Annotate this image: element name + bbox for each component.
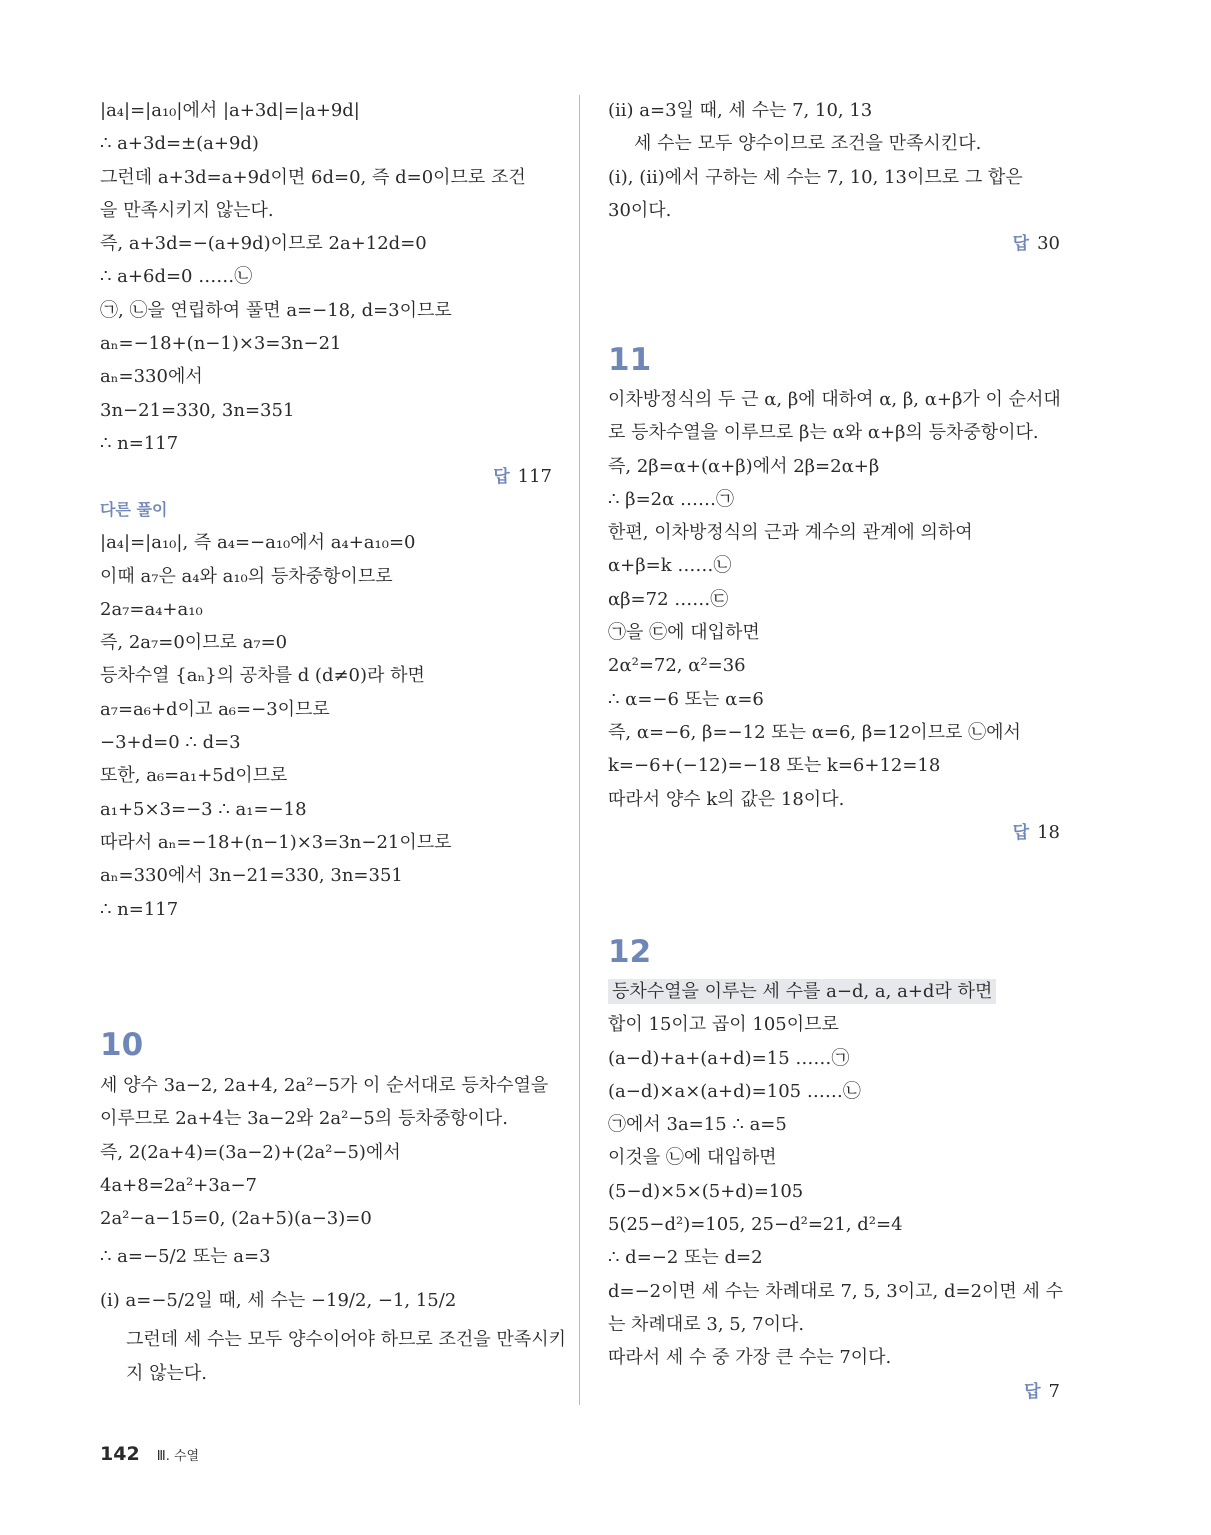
solution-line-text: ㉠에서 3a=15 ∴ a=5	[608, 1114, 787, 1136]
solution-lines	[608, 975, 1064, 1375]
solution-line	[100, 360, 552, 393]
solution-line	[100, 893, 552, 926]
solution-line	[608, 516, 1060, 549]
solution-line	[100, 560, 552, 593]
solution-line-text: ∴ d=−2 또는 d=2	[608, 1247, 763, 1269]
solution-line-text: |a₄|=|a₁₀|에서 |a+3d|=|a+9d|	[100, 100, 360, 121]
solution-line	[608, 416, 1060, 449]
solution-line	[608, 483, 1060, 516]
solution-line	[608, 1108, 1060, 1141]
solution-line	[100, 593, 552, 626]
solution-line	[100, 427, 552, 460]
solution-line	[608, 683, 1060, 716]
problem-10	[100, 1025, 566, 1390]
problem-12	[608, 932, 1064, 1408]
answer-label: 답	[1012, 234, 1030, 255]
column-divider	[579, 95, 580, 1405]
solution-line	[100, 327, 552, 360]
solution-line	[608, 1275, 1064, 1308]
solution-line-text: −3+d=0 ∴ d=3	[100, 732, 241, 754]
solution-line-text: (i) a=−5/2일 때, 세 수는 −19/2, −1, 15/2	[100, 1290, 457, 1312]
solution-lines	[100, 1069, 566, 1390]
solution-line-text: 세 양수 3a−2, 2a+4, 2a²−5가 이 순서대로 등차수열을	[100, 1075, 549, 1096]
solution-line	[100, 1235, 552, 1279]
solution-line-text: (ii) a=3일 때, 세 수는 7, 10, 13	[608, 100, 873, 121]
solution-line-text: 30이다.	[608, 199, 672, 221]
solution-line-text: 이루므로 2a+4는 3a−2와 2a²−5의 등차중항이다.	[100, 1108, 509, 1130]
solution-line	[100, 294, 552, 327]
solution-line-text: 2α²=72, α²=36	[608, 655, 746, 677]
solution-line-text: a₁+5×3=−3 ∴ a₁=−18	[100, 798, 307, 820]
solution-line-text: 지 않는다.	[126, 1362, 207, 1384]
solution-line-text: 즉, 2β=α+(α+β)에서 2β=2α+β	[608, 455, 880, 477]
solution-line	[608, 1308, 1060, 1341]
solution-line-text: 이차방정식의 두 근 α, β에 대하여 α, β, α+β가 이 순서대	[608, 389, 1061, 410]
solution-line-text: a₇=a₆+d이고 a₆=−3이므로	[100, 698, 330, 720]
solution-line	[100, 1069, 552, 1102]
solution-line	[608, 383, 1060, 416]
answer-value: 117	[517, 466, 552, 488]
solution-line	[100, 1102, 552, 1135]
solution-lines	[608, 94, 1060, 227]
solution-line	[608, 749, 1060, 782]
solution-line	[100, 227, 552, 260]
solution-line	[608, 94, 1060, 127]
solution-line-text: 4a+8=2a²+3a−7	[100, 1174, 257, 1196]
solution-line-text: 을 만족시키지 않는다.	[100, 199, 274, 221]
solution-line	[100, 659, 552, 692]
solution-line	[100, 127, 552, 160]
solution-line-text: ㉠, ㉡을 연립하여 풀면 a=−18, d=3이므로	[100, 299, 452, 321]
solution-line	[608, 716, 1060, 749]
answer-row	[608, 816, 1060, 849]
solution-line	[608, 1075, 1060, 1108]
solution-line-text: 그런데 세 수는 모두 양수이어야 하므로 조건을 만족시키	[126, 1329, 566, 1351]
page-footer	[100, 1443, 199, 1465]
solution-line-text: ∴ n=117	[100, 898, 179, 920]
answer-value: 7	[1048, 1380, 1060, 1402]
page-number: 142	[100, 1443, 140, 1465]
solution-line-text: 따라서 세 수 중 가장 큰 수는 7이다.	[608, 1347, 892, 1369]
solution-line	[608, 616, 1060, 649]
solution-line	[608, 127, 1060, 160]
solution-line-text: 5(25−d²)=105, 25−d²=21, d²=4	[608, 1214, 903, 1236]
solution-line-text: 이때 a₇은 a₄와 a₁₀의 등차중항이므로	[100, 565, 393, 587]
solution-line	[100, 1357, 552, 1390]
solution-line	[608, 194, 1060, 227]
solution-line	[100, 1323, 566, 1356]
solution-line-text: 즉, α=−6, β=−12 또는 α=6, β=12이므로 ㉡에서	[608, 721, 1021, 743]
left-intro	[100, 94, 552, 926]
answer-label: 답	[493, 467, 510, 488]
solution-line-text: 등차수열 {aₙ}의 공차를 d (d≠0)라 하면	[100, 665, 425, 687]
solution-line	[608, 1042, 1060, 1075]
solution-line-text: 로 등차수열을 이루므로 β는 α와 α+β의 등차중항이다.	[608, 422, 1039, 444]
solution-line	[100, 1136, 552, 1169]
solution-line	[100, 759, 552, 792]
problem-number: 12	[608, 934, 652, 970]
answer-row	[608, 1375, 1060, 1408]
answer-value: 30	[1037, 233, 1060, 255]
solution-line	[100, 94, 552, 127]
solution-line-text: 는 차례대로 3, 5, 7이다.	[608, 1313, 805, 1335]
solution-line-text: 그런데 a+3d=a+9d이면 6d=0, 즉 d=0이므로 조건	[100, 166, 526, 188]
solution-line	[100, 859, 552, 892]
solution-line-text: 한편, 이차방정식의 근과 계수의 관계에 의하여	[608, 522, 973, 544]
solution-line-text: (a−d)+a+(a+d)=15 ……㉠	[608, 1047, 850, 1069]
solution-line	[100, 693, 552, 726]
solution-line	[100, 394, 552, 427]
solution-line-text: (5−d)×5×(5+d)=105	[608, 1180, 804, 1202]
solution-line-text: 즉, 2a₇=0이므로 a₇=0	[100, 632, 288, 654]
solution-line	[608, 649, 1060, 682]
solution-line-text: aₙ=−18+(n−1)×3=3n−21	[100, 333, 342, 355]
answer-label: 답	[1024, 1381, 1041, 1402]
solution-line-text: 즉, a+3d=−(a+9d)이므로 2a+12d=0	[100, 233, 427, 255]
solution-line-text: 또한, a₆=a₁+5d이므로	[100, 765, 288, 787]
solution-line	[608, 1208, 1060, 1241]
solution-line-text: k=−6+(−12)=−18 또는 k=6+12=18	[608, 755, 941, 777]
answer-row	[100, 460, 552, 493]
problem-11	[608, 340, 1060, 849]
solution-line	[608, 1141, 1060, 1174]
solution-line-text: ∴ a=−5/2 또는 a=3	[100, 1246, 271, 1268]
solution-line-text: 따라서 aₙ=−18+(n−1)×3=3n−21이므로	[100, 831, 452, 853]
solution-line	[608, 1241, 1060, 1274]
solution-line-text: αβ=72 ……㉢	[608, 588, 729, 610]
solution-line-text: ㉠을 ㉢에 대입하면	[608, 622, 760, 644]
solution-line-text: 2a²−a−15=0, (2a+5)(a−3)=0	[100, 1208, 372, 1230]
solution-line-text: 따라서 양수 k의 값은 18이다.	[608, 788, 845, 810]
solution-line	[608, 583, 1060, 616]
answer-row	[608, 227, 1060, 260]
solution-line	[608, 450, 1060, 483]
solution-line	[100, 1279, 552, 1323]
solution-line-text: d=−2이면 세 수는 차례대로 7, 5, 3이고, d=2이면 세 수	[608, 1280, 1064, 1302]
solution-line	[100, 1202, 552, 1235]
solution-line-text: 합이 15이고 곱이 105이므로	[608, 1014, 839, 1036]
solution-line	[608, 161, 1060, 194]
solution-line-text: aₙ=330에서	[100, 366, 203, 388]
solution-line	[100, 260, 552, 293]
solution-line	[100, 1169, 552, 1202]
solution-line	[608, 1008, 1060, 1041]
alt-solution-title: 다른 풀이	[100, 500, 168, 520]
solution-line-text: 2a₇=a₄+a₁₀	[100, 598, 203, 620]
solution-line-text: ∴ α=−6 또는 α=6	[608, 688, 764, 710]
solution-lines	[100, 526, 552, 926]
solution-line	[608, 549, 1060, 582]
solution-line-text: 즉, 2(2a+4)=(3a−2)+(2a²−5)에서	[100, 1141, 401, 1163]
solution-line	[608, 975, 1060, 1008]
solution-line	[100, 793, 552, 826]
solution-line-text: ∴ n=117	[100, 432, 179, 454]
solution-line-text: aₙ=330에서 3n−21=330, 3n=351	[100, 865, 403, 887]
solution-line-text: α+β=k ……㉡	[608, 555, 732, 577]
solution-line-text: 세 수는 모두 양수이므로 조건을 만족시킨다.	[634, 133, 982, 155]
right-top	[608, 94, 1060, 260]
solution-line-text: (i), (ii)에서 구하는 세 수는 7, 10, 13이므로 그 합은	[608, 166, 1023, 188]
solution-line	[100, 526, 552, 559]
chapter-title: Ⅲ. 수열	[156, 1449, 200, 1464]
solution-lines	[608, 383, 1060, 816]
answer-label: 답	[1012, 822, 1030, 843]
problem-number: 11	[608, 342, 652, 378]
problem-number: 10	[100, 1027, 144, 1063]
solution-line	[100, 194, 552, 227]
solution-line-text: 3n−21=330, 3n=351	[100, 399, 295, 421]
solution-line-text: (a−d)×a×(a+d)=105 ……㉡	[608, 1080, 861, 1102]
solution-line-text: ∴ a+3d=±(a+9d)	[100, 133, 259, 155]
solution-line-text: 등차수열을 이루는 세 수를 a−d, a, a+d라 하면	[608, 979, 996, 1004]
solution-line	[608, 1341, 1060, 1374]
solution-line	[608, 783, 1060, 816]
solution-line	[100, 726, 552, 759]
solution-line	[100, 826, 552, 859]
solution-line-text: ∴ a+6d=0 ……㉡	[100, 266, 253, 288]
solution-lines	[100, 94, 552, 460]
solution-line	[100, 626, 552, 659]
solution-line-text: |a₄|=|a₁₀|, 즉 a₄=−a₁₀에서 a₄+a₁₀=0	[100, 532, 416, 554]
solution-line	[100, 161, 552, 194]
solution-line-text: 이것을 ㉡에 대입하면	[608, 1147, 777, 1169]
solution-line	[608, 1175, 1060, 1208]
solution-line-text: ∴ β=2α ……㉠	[608, 488, 734, 510]
answer-value: 18	[1037, 821, 1060, 843]
